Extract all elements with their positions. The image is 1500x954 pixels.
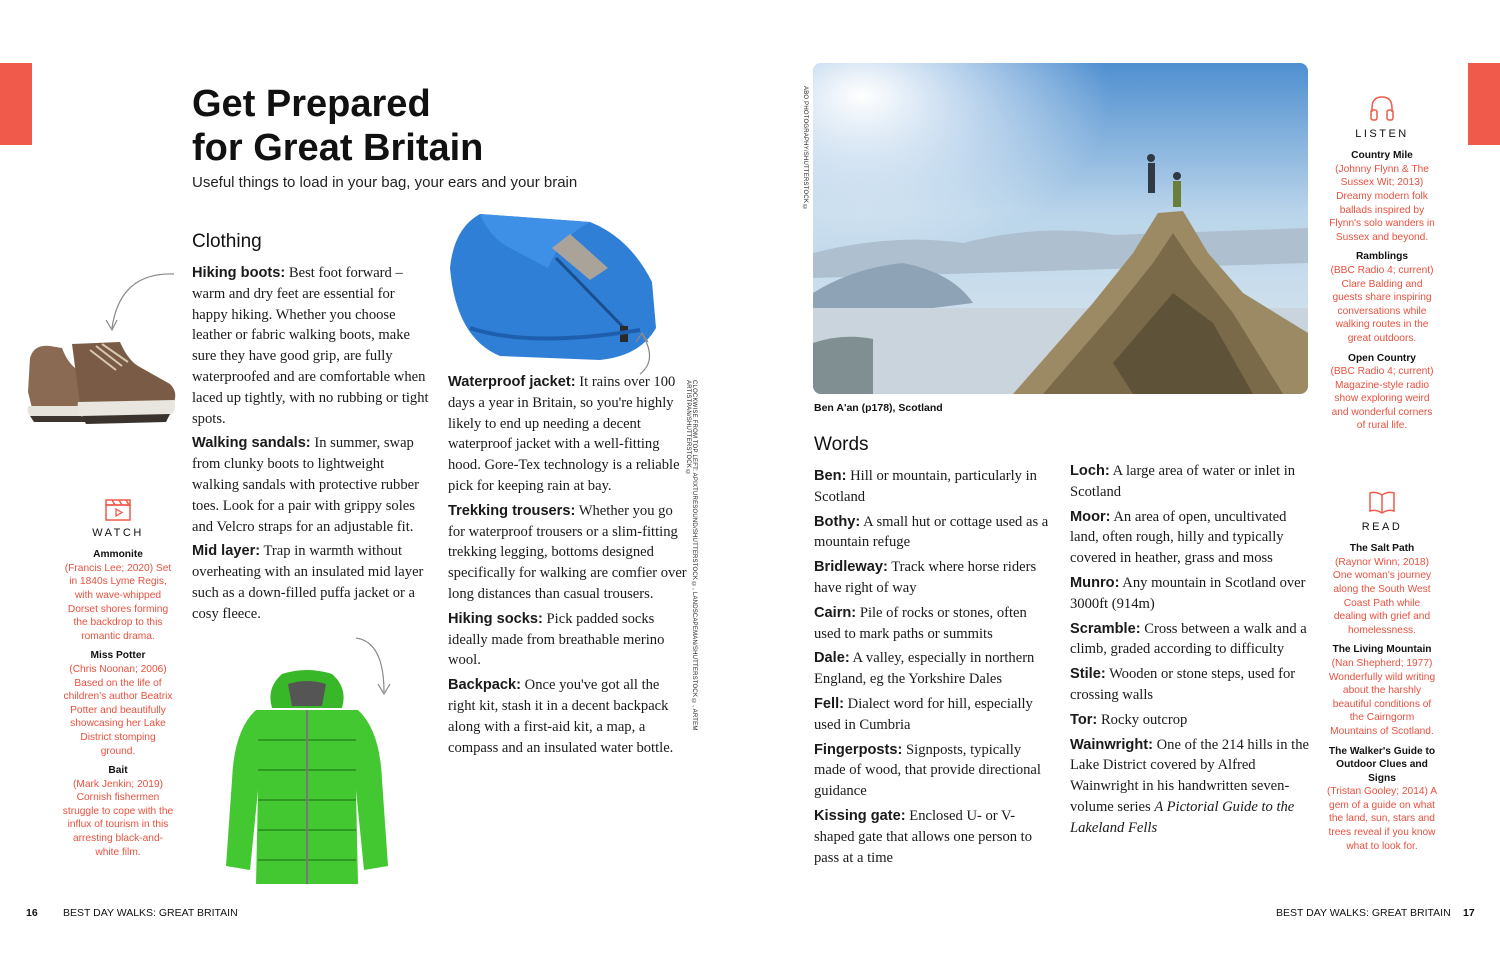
entry-text: It rains over 100 days a year in Britain, so you're highly likely to end up needing a decent waterproof jacket with a well-fitting hood. Gore-Tex technology is a reliable pick for keeping rain at bay. (448, 374, 680, 494)
entry-term: Hiking socks: (448, 610, 543, 627)
words-column-2 (1070, 461, 1310, 843)
read-item-title: The Salt Path (1349, 543, 1415, 555)
glossary-entry (814, 512, 1054, 554)
entry-term: Cairn: (814, 604, 857, 621)
entry-text: Pile of rocks or stones, often used to mark paths or summits (814, 604, 1027, 642)
listen-item-desc: (Johnny Flynn & The Sussex Wit; 2013) Dreamy modern folk ballads inspired by Flynn's solo wanders in Sussex and beyond. (1329, 163, 1435, 243)
clothing-entry (448, 501, 688, 605)
listen-item-desc: (BBC Radio 4; current) Magazine-style radio show exploring weird and wonderful corners of rural life. (1330, 366, 1434, 432)
watch-item-title: Bait (108, 765, 128, 777)
entry-term: Waterproof jacket: (448, 374, 576, 390)
listen-item-title: Ramblings (1355, 251, 1409, 263)
right-footer-title: BEST DAY WALKS: GREAT BRITAIN (1276, 907, 1451, 919)
glossary-entry (814, 806, 1054, 868)
entry-term: Stile: (1070, 666, 1106, 683)
watch-item-desc: (Francis Lee; 2020) Set in 1840s Lyme Regis, with wave-whipped Dorset shores forming the backdrop to this romantic drama. (64, 562, 172, 642)
puffer-arrow (352, 634, 396, 696)
glossary-entry (814, 466, 1054, 508)
read-item-title: The Walker's Guide to Outdoor Clues and Signs (1328, 745, 1436, 784)
entry-term: Fell: (814, 695, 844, 712)
entry-text: Enclosed U- or V-shaped gate that allows one person to pass at a time (814, 807, 1033, 866)
listen-item-title: Open Country (1348, 352, 1416, 364)
book-icon (1367, 488, 1397, 516)
entry-term: Bridleway: (814, 559, 888, 576)
glossary-entry (814, 557, 1054, 599)
entry-term: Bothy: (814, 513, 861, 530)
clapperboard-icon (103, 496, 133, 522)
entry-text: Hill or mountain, particularly in Scotland (814, 468, 1037, 505)
book-title: A Pictorial Guide to the Lakeland Fells (1070, 798, 1295, 836)
glossary-entry (814, 603, 1054, 645)
listen-sidebar (1326, 93, 1438, 439)
entry-text: Cross between a walk and a climb, graded according to difficulty (1070, 620, 1307, 658)
entry-term: Kissing gate: (814, 807, 906, 824)
read-item-title: The Living Mountain (1332, 644, 1432, 656)
glossary-entry (1070, 461, 1310, 503)
entry-term: Dale: (814, 650, 850, 667)
words-heading: Words (814, 434, 869, 455)
entry-term: Backpack: (448, 677, 522, 694)
entry-text: A valley, especially in northern England, eg the Yorkshire Dales (814, 650, 1035, 688)
clothing-entry (448, 675, 688, 758)
entry-text: An area of open, uncultivated land, often rough, hilly and typically covered in heather, grass and moss (1070, 508, 1287, 567)
entry-text: Rocky outcrop (1100, 711, 1188, 728)
glossary-entry (814, 694, 1054, 736)
left-page-number: 16 (26, 907, 38, 919)
clothing-column-1 (192, 263, 432, 629)
words-column-1 (814, 466, 1054, 872)
clothing-entry (192, 263, 432, 429)
entry-term: Scramble: (1070, 620, 1141, 637)
right-photo-credit: ABO PHOTOGRAPHY/SHUTTERSTOCK © (802, 86, 808, 212)
glossary-entry (814, 740, 1054, 802)
glossary-entry (814, 648, 1054, 690)
clothing-column-2 (448, 372, 688, 762)
entry-term: Wainwright: (1070, 736, 1153, 753)
entry-text: Signposts, typically made of wood, that provide directional guidance (814, 741, 1041, 800)
watch-item-desc: (Mark Jenkin; 2019) Cornish fishermen struggle to cope with the influx of tourism in this arresting black-and-white film. (62, 778, 174, 858)
entry-term: Fingerposts: (814, 741, 903, 758)
read-item-desc: (Nan Shepherd; 1977) Wonderfully wild writing about the harshly beautiful conditions of the Cairngorm Mountains of Scotland. (1328, 657, 1436, 737)
waterproof-jacket-image (440, 208, 660, 368)
boots-arrow (100, 268, 180, 338)
glossary-entry (1070, 507, 1310, 569)
entry-term: Mid layer: (192, 543, 261, 560)
left-footer-title: BEST DAY WALKS: GREAT BRITAIN (63, 907, 238, 919)
entry-text: Pick padded socks ideally made from breathable merino wool. (448, 610, 665, 669)
glossary-entry (1070, 619, 1310, 661)
entry-text: Best foot forward – warm and dry feet are essential for happy hiking. Whether you choose leather or fabric walking boots, make sure they have good grip, are fully waterproofed and are comfortable when laced up tightly, with no rubbing or tight spots. (192, 265, 429, 427)
left-edge-tab (0, 63, 32, 145)
read-label: READ (1361, 520, 1403, 533)
read-item-desc: (Tristan Gooley; 2014) A gem of a guide on what the land, sun, stars and trees reveal if you know what to look for. (1326, 786, 1438, 852)
glossary-entry (1070, 664, 1310, 706)
read-sidebar (1326, 488, 1438, 859)
right-page-number: 17 (1463, 907, 1475, 919)
entry-text: Any mountain in Scotland over 3000ft (914m) (1070, 574, 1306, 612)
mountain-photo (813, 63, 1308, 394)
listen-label: LISTEN (1355, 127, 1409, 140)
read-item-desc: (Raynor Winn; 2018) One woman's journey along the South West Coast Path while dealing with grief and homelessness. (1332, 556, 1432, 636)
page-title: Get Prepared for Great Britain (192, 83, 484, 169)
hiking-boots-image (20, 330, 180, 440)
headphones-icon (1367, 93, 1397, 123)
watch-item-desc: (Chris Noonan; 2006) Based on the life of children's author Beatrix Potter and beautifully showcasing her Lake District stomping ground. (63, 663, 173, 757)
entry-term: Hiking boots: (192, 265, 286, 281)
right-edge-tab (1468, 63, 1500, 145)
entry-term: Trekking trousers: (448, 502, 576, 519)
entry-term: Walking sandals: (192, 435, 311, 452)
listen-item-title: Country Mile (1351, 150, 1413, 162)
entry-term: Loch: (1070, 463, 1110, 479)
clothing-entry (192, 541, 432, 624)
entry-term: Ben: (814, 468, 847, 484)
entry-term: Munro: (1070, 574, 1120, 591)
clothing-entry (192, 433, 432, 537)
entry-text: A small hut or cottage used as a mountain refuge (814, 513, 1049, 551)
clothing-entry (448, 609, 688, 671)
photo-caption: Ben A'an (p178), Scotland (814, 402, 943, 414)
entry-term: Moor: (1070, 508, 1111, 525)
glossary-entry (1070, 735, 1310, 839)
entry-text: One of the 214 hills in the Lake District covered by Alfred Wainwright in his handwritten seven-volume series (1070, 736, 1310, 815)
entry-term: Tor: (1070, 711, 1098, 728)
watch-item-title: Ammonite (93, 549, 143, 561)
watch-sidebar (62, 496, 174, 865)
entry-text: Track where horse riders have right of way (814, 559, 1037, 596)
watch-item-title: Miss Potter (90, 650, 146, 662)
glossary-entry (1070, 573, 1310, 615)
glossary-entry (1070, 710, 1310, 731)
puffer-jacket-image (222, 670, 392, 896)
entry-text: In summer, swap from clunky boots to lightweight walking sandals with protective rubber toes. Look for a pair with grippy soles and Velcro straps for an adjustable fit. (192, 435, 419, 535)
left-photo-credit: CLOCKWISE FROM TOP LEFT: APIXTURESOUND/SHUTTERSTOCK ©, LANDSCAPEMAN/SHUTTERSTOCK ©, ARTEM ARTISTPAN/SHUTTERSTOCK © (685, 380, 697, 731)
watch-label: WATCH (92, 526, 144, 539)
entry-text: Whether you go for waterproof trousers or a slim-fitting trekking legging, bottoms designed specifically for walking are comfier over long distances than casual trousers. (448, 502, 687, 602)
clothing-entry (448, 372, 688, 497)
page-subtitle: Useful things to load in your bag, your ears and your brain (192, 174, 578, 191)
entry-text: Once you've got all the right kit, stash it in a decent backpack along with a first-aid kit, a map, a compass and an insulated water bottle. (448, 677, 674, 756)
listen-item-desc: (BBC Radio 4; current) Clare Balding and guests share inspiring conversations while walking routes in the great outdoors. (1330, 264, 1434, 344)
entry-text: Dialect word for hill, especially used in Cumbria (814, 695, 1033, 733)
entry-text: Wooden or stone steps, used for crossing walls (1070, 666, 1296, 703)
entry-text: A large area of water or inlet in Scotland (1070, 463, 1296, 500)
clothing-heading: Clothing (192, 231, 262, 252)
entry-text: Trap in warmth without overheating with an insulated mid layer such as a down-filled puffa jacket or a cosy fleece. (192, 543, 424, 622)
